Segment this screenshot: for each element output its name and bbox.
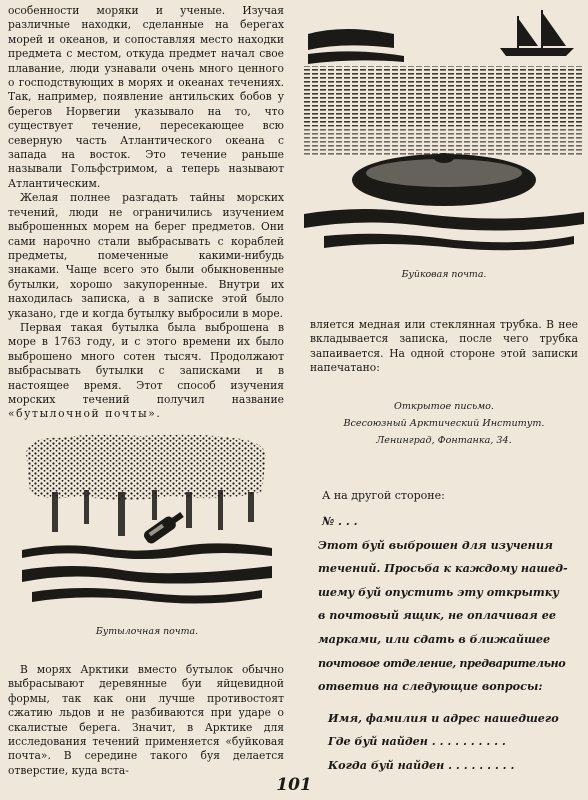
bottle-caption: Бутылочная почта. bbox=[95, 626, 199, 637]
card-line: Этот буй выброшен для изучения bbox=[318, 537, 553, 552]
buoy-mail-illustration bbox=[304, 8, 584, 258]
buoy-caption: Буйковая почта. bbox=[401, 269, 487, 280]
card-question: Когда буй найден . . . . . . . . . bbox=[328, 757, 515, 772]
card-line: течений. Просьба к каждому нашед- bbox=[318, 561, 568, 576]
paragraph: В морях Арктики вместо бутылок обычно выбрасывают деревянные буи яйцевидной формы, так как они лучше противостоят сжатию льдов и не разбиваются при ударе о скалистые берега. Значит, в Арктике для исследования течений применяется «буйковая почта». В середине такого буя делается отверстие, куда вста- bbox=[8, 663, 284, 777]
page-number: 101 bbox=[276, 775, 312, 795]
card-line: шему буй опустить эту открытку bbox=[318, 584, 559, 599]
paragraph-text: Первая такая бутылка была выброшена в море в 1763 году, и с этого времени их было выброшено много сотен тысяч. Продолжают выбрасывать бутылки с записками и в настоящее время. Этот способ изучения морских течений получил название bbox=[8, 320, 284, 406]
postcard-address bbox=[310, 398, 578, 449]
paragraph: вляется медная или стеклянная трубка. В нее вкладывается записка, после чего трубка запаивается. На одной стороне этой записки напечатано: bbox=[310, 318, 578, 375]
postcard-line: Всесоюзный Арктический Институт. bbox=[343, 418, 545, 429]
right-column-text bbox=[310, 318, 578, 376]
card-line: в почтовый ящик, не оплачивая ее bbox=[318, 608, 556, 623]
paragraph: особенности моряки и ученые. Изучая различные находки, сделанные на берегах морей и океанов, и сопоставляя место находки предмета с местом, откуда предмет начал свое плавание, люди узнавали очень много ценного о господствующих в морях и океанах течениях. Так, например, появление антильских бобов у берегов Норвегии указывало на то, что существует течение, пересекающее всю северную часть Атлантического океана с запада на восток. Это течение раньше называли Гольфстримом, а теперь называют Атлантическим. bbox=[8, 4, 284, 190]
bottom-waves bbox=[304, 209, 584, 250]
top-waves bbox=[308, 29, 404, 64]
left-column-top-text bbox=[8, 4, 284, 422]
bottle-mail-illustration bbox=[22, 432, 272, 610]
paragraph: Желая полнее разгадать тайны морских течений, люди не ограничились изучением выброшенных морем на берег предметов. Они сами нарочно стали выбрасывать с кораблей предметы, помеченные какими-нибудь знаками. Чаще всего это были обыкновенные бутылки, хорошо закупоренные. Внутри их находилась записка, а в записке этой было указано, где и когда бутылку выбросили в море. bbox=[8, 191, 284, 320]
postcard-line: Ленинград, Фонтанка, 34. bbox=[376, 435, 512, 446]
paragraph bbox=[8, 321, 284, 422]
bottle-icon bbox=[142, 509, 186, 546]
sailing-ship-icon bbox=[500, 10, 574, 56]
waves bbox=[22, 543, 272, 603]
card-line: марками, или сдать в ближайшее bbox=[318, 631, 551, 646]
card-text bbox=[318, 510, 580, 778]
card-line: ответив на следующие вопросы: bbox=[318, 679, 543, 694]
postcard-line: Открытое письмо. bbox=[394, 401, 494, 412]
other-side-label: А на другой стороне: bbox=[322, 489, 445, 502]
card-line: почтовое отделение, предварительно bbox=[318, 655, 566, 670]
spray-cloud bbox=[26, 434, 266, 500]
card-question: Где буй найден . . . . . . . . . . bbox=[328, 734, 506, 749]
left-column-bottom-text bbox=[8, 663, 284, 778]
buoy-icon bbox=[352, 153, 536, 206]
quoted-term: «бутылочной почты». bbox=[8, 407, 162, 421]
card-number: № . . . bbox=[322, 514, 358, 528]
card-question: Имя, фамилия и адрес нашедшего bbox=[328, 710, 559, 725]
